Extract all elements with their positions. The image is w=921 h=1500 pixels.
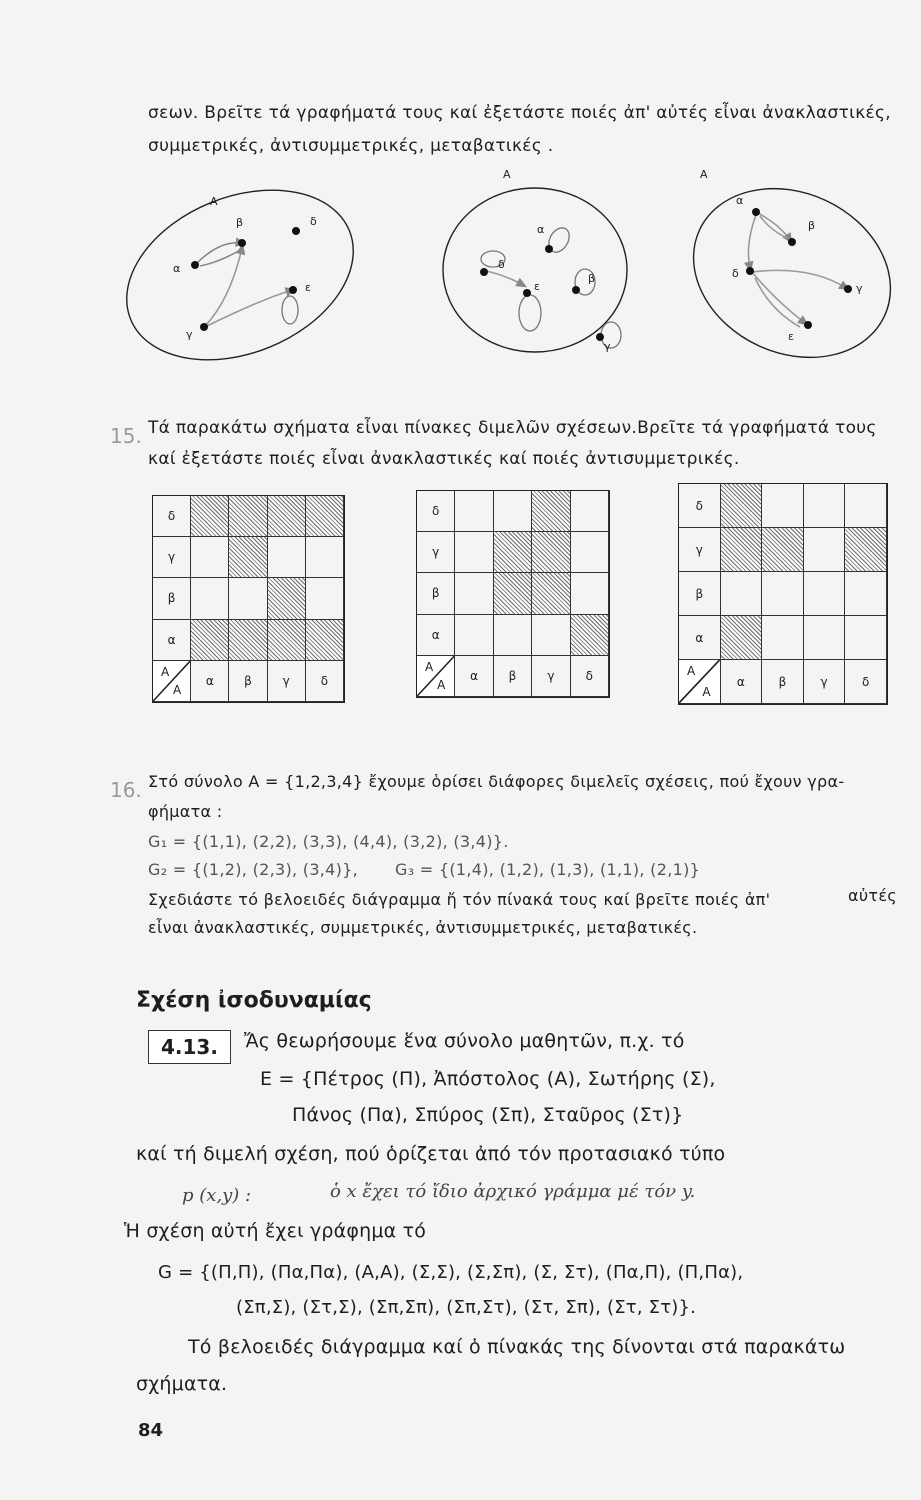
corner-bottom-label: A bbox=[702, 685, 711, 699]
arrow-alpha-beta bbox=[758, 213, 790, 240]
row-label: β bbox=[153, 578, 191, 619]
ex14-line2: συμμετρικές, ἀντισυμμετρικές, μεταβατικές . bbox=[148, 136, 554, 156]
table-cell bbox=[571, 573, 609, 614]
set-ellipse-3 bbox=[666, 157, 919, 388]
ex14-line1: σεων. Βρεῖτε τά γραφήματά τους καί ἐξετάστε ποιές ἀπ' αὐτές εἶναι ἀνακλαστικές, bbox=[148, 103, 891, 123]
diag3-label-gamma: γ bbox=[856, 282, 863, 295]
column-label: α bbox=[191, 661, 229, 702]
graph-line2: (Σπ,Σ), (Στ,Σ), (Σπ,Σπ), (Σπ,Στ), (Στ, Σπ), (Στ, Στ)}. bbox=[236, 1297, 697, 1318]
diag3-label-delta: δ bbox=[732, 267, 739, 280]
relation-table-1 bbox=[152, 495, 345, 703]
p413-line1: Ἄς θεωρήσουμε ἕνα σύνολο μαθητῶν, π.χ. τό bbox=[244, 1030, 685, 1052]
point-alpha bbox=[191, 261, 199, 269]
table-cell bbox=[721, 572, 763, 616]
arrow-delta-epsilon bbox=[486, 271, 523, 285]
diagram-1 bbox=[101, 158, 378, 391]
set-label-1: A bbox=[210, 195, 218, 208]
point-epsilon bbox=[523, 289, 531, 297]
table-cell bbox=[845, 572, 887, 616]
point-gamma bbox=[200, 323, 208, 331]
table-cell-shaded bbox=[532, 532, 570, 573]
column-label: α bbox=[455, 656, 493, 697]
table-corner bbox=[679, 660, 721, 704]
corner-bottom-label: A bbox=[172, 683, 182, 697]
table-cell bbox=[455, 491, 493, 532]
set-label-3: A bbox=[700, 168, 708, 181]
table-cell-shaded bbox=[306, 620, 344, 661]
table-cell bbox=[532, 615, 570, 656]
table-corner bbox=[417, 656, 455, 697]
table-cell bbox=[571, 532, 609, 573]
ex16-line1: Στό σύνολο A = {1,2,3,4} ἔχουμε ὁρίσει διάφορες διμελεῖς σχέσεις, πού ἔχουν γρα- bbox=[148, 772, 845, 791]
p413-line4: καί τή διμελή σχέση, πού ὁρίζεται ἀπό τόν προτασιακό τύπο bbox=[136, 1143, 726, 1165]
ex15-line2: καί ἐξετάστε ποιές εἶναι ἀνακλαστικές καί ποιές ἀντισυμμετρικές. bbox=[148, 449, 740, 469]
diagram-2 bbox=[443, 168, 627, 353]
row-label: β bbox=[679, 572, 721, 616]
table-cell-shaded bbox=[532, 491, 570, 532]
table-cell bbox=[762, 572, 804, 616]
ex16-line3: Σχεδιάστε τό βελοειδές διάγραμμα ἤ τόν πίνακά τους καί βρεῖτε ποιές ἀπ' bbox=[148, 890, 771, 909]
point-beta bbox=[572, 286, 580, 294]
table-cell bbox=[571, 491, 609, 532]
point-delta bbox=[292, 227, 300, 235]
p413-line2: E = {Πέτρος (Π), Ἀπόστολος (A), Σωτήρης (Σ), bbox=[260, 1068, 716, 1090]
loop-epsilon-2 bbox=[519, 295, 541, 331]
diagram-3 bbox=[666, 157, 919, 388]
table-corner bbox=[153, 661, 191, 702]
point-alpha bbox=[545, 245, 553, 253]
column-label: γ bbox=[804, 660, 846, 704]
arrow-gamma-beta bbox=[205, 248, 242, 326]
diag3-label-alpha: α bbox=[736, 194, 744, 207]
table-cell-shaded bbox=[494, 573, 532, 614]
corner-top-label: A bbox=[425, 659, 434, 674]
table-cell-shaded bbox=[268, 620, 306, 661]
table-cell bbox=[804, 616, 846, 660]
diag2-label-alpha: α bbox=[537, 223, 545, 236]
point-delta bbox=[480, 268, 488, 276]
formula-right: ὁ x ἔχει τό ἴδιο ἀρχικό γράμμα μέ τόν y. bbox=[330, 1181, 696, 1202]
page-number: 84 bbox=[138, 1420, 164, 1441]
row-label: α bbox=[153, 620, 191, 661]
corner-bottom-label: A bbox=[437, 678, 446, 692]
table-cell bbox=[804, 484, 846, 528]
column-label: β bbox=[494, 656, 532, 697]
ex16-g3: G₃ = {(1,4), (1,2), (1,3), (1,1), (2,1)} bbox=[395, 860, 701, 879]
table-cell bbox=[762, 484, 804, 528]
ex15-number: 15. bbox=[110, 424, 142, 448]
arrow-delta-gamma bbox=[752, 270, 846, 288]
table-cell bbox=[804, 572, 846, 616]
column-label: α bbox=[721, 660, 763, 704]
table-cell bbox=[191, 537, 229, 578]
row-label: γ bbox=[679, 528, 721, 572]
arrow-beta-alpha bbox=[200, 250, 240, 266]
table-cell-shaded bbox=[268, 496, 306, 537]
table-cell bbox=[191, 578, 229, 619]
column-label: δ bbox=[571, 656, 609, 697]
p413-line6: Τό βελοειδές διάγραμμα καί ὁ πίνακάς της δίνονται στά παρακάτω bbox=[188, 1336, 846, 1358]
row-label: δ bbox=[153, 496, 191, 537]
diag3-label-beta: β bbox=[808, 219, 816, 232]
table-cell-shaded bbox=[845, 528, 887, 572]
row-label: α bbox=[417, 615, 455, 656]
point-gamma bbox=[844, 285, 852, 293]
ex16-g1: G₁ = {(1,1), (2,2), (3,3), (4,4), (3,2), (3,4)}. bbox=[148, 832, 509, 851]
row-label: δ bbox=[679, 484, 721, 528]
set-ellipse-2 bbox=[443, 188, 627, 352]
ex16-number: 16. bbox=[110, 778, 142, 802]
table-cell-shaded bbox=[721, 616, 763, 660]
table-cell bbox=[455, 573, 493, 614]
table-cell-shaded bbox=[721, 528, 763, 572]
ex16-g2: G₂ = {(1,2), (2,3), (3,4)}, bbox=[148, 860, 359, 879]
table-cell-shaded bbox=[229, 620, 267, 661]
loop-epsilon bbox=[282, 296, 298, 324]
table-cell-shaded bbox=[191, 496, 229, 537]
point-beta bbox=[788, 238, 796, 246]
diag1-label-epsilon: ε bbox=[305, 281, 311, 294]
formula-left: p (x,y) : bbox=[182, 1185, 252, 1206]
ex16-line2: φήματα : bbox=[148, 802, 223, 821]
table-cell bbox=[268, 537, 306, 578]
p413-line3: Πάνος (Πα), Σπύρος (Σπ), Σταῦρος (Στ)} bbox=[292, 1104, 684, 1126]
row-label: γ bbox=[153, 537, 191, 578]
table-cell-shaded bbox=[721, 484, 763, 528]
table-cell-shaded bbox=[306, 496, 344, 537]
point-epsilon bbox=[804, 321, 812, 329]
corner-top-label: A bbox=[687, 664, 696, 678]
diag2-label-epsilon: ε bbox=[534, 280, 540, 293]
diag2-label-beta: β bbox=[588, 272, 596, 285]
table-cell bbox=[804, 528, 846, 572]
relation-diagrams bbox=[0, 0, 921, 400]
table-cell bbox=[229, 578, 267, 619]
table-cell bbox=[494, 615, 532, 656]
graph-line1: G = {(Π,Π), (Πα,Πα), (A,A), (Σ,Σ), (Σ,Σπ), (Σ, Στ), (Πα,Π), (Π,Πα), bbox=[158, 1262, 744, 1283]
point-delta bbox=[746, 267, 754, 275]
arrow-alpha-delta bbox=[748, 215, 756, 268]
section-heading: Σχέση ἰσοδυναμίας bbox=[136, 988, 372, 1013]
table-cell bbox=[306, 537, 344, 578]
set-label-2: A bbox=[503, 168, 511, 181]
table-cell bbox=[494, 491, 532, 532]
diag1-label-delta: δ bbox=[310, 215, 317, 228]
column-label: δ bbox=[845, 660, 887, 704]
diag2-label-gamma: γ bbox=[604, 340, 611, 353]
point-beta bbox=[238, 239, 246, 247]
table-cell-shaded bbox=[229, 496, 267, 537]
arrow-beta-alpha bbox=[760, 216, 787, 238]
table-cell bbox=[455, 532, 493, 573]
table-cell-shaded bbox=[191, 620, 229, 661]
table-cell-shaded bbox=[762, 528, 804, 572]
row-label: α bbox=[679, 616, 721, 660]
column-label: γ bbox=[268, 661, 306, 702]
column-label: β bbox=[229, 661, 267, 702]
set-ellipse-1 bbox=[101, 158, 378, 391]
ex16-line3b: αὐτές bbox=[848, 886, 897, 905]
point-epsilon bbox=[289, 286, 297, 294]
table-cell bbox=[455, 615, 493, 656]
arrow-epsilon-delta bbox=[755, 278, 800, 327]
diag1-label-beta: β bbox=[236, 216, 244, 229]
table-cell-shaded bbox=[494, 532, 532, 573]
point-gamma bbox=[596, 333, 604, 341]
row-label: δ bbox=[417, 491, 455, 532]
table-cell bbox=[845, 616, 887, 660]
table-cell-shaded bbox=[268, 578, 306, 619]
ex16-line4: εἶναι ἀνακλαστικές, συμμετρικές, ἀντισυμμετρικές, μεταβατικές. bbox=[148, 918, 698, 937]
table-cell-shaded bbox=[229, 537, 267, 578]
relation-table-2 bbox=[416, 490, 610, 698]
diag1-label-alpha: α bbox=[173, 262, 181, 275]
table-cell-shaded bbox=[532, 573, 570, 614]
p413-line7: σχήματα. bbox=[136, 1373, 228, 1395]
diag1-label-gamma: γ bbox=[186, 328, 193, 341]
table-cell bbox=[845, 484, 887, 528]
diag3-label-epsilon: ε bbox=[788, 330, 794, 343]
row-label: β bbox=[417, 573, 455, 614]
table-cell-shaded bbox=[571, 615, 609, 656]
relation-table-3 bbox=[678, 483, 888, 705]
paragraph-number: 4.13. bbox=[148, 1030, 231, 1064]
arrow-delta-epsilon bbox=[752, 272, 805, 323]
table-cell bbox=[306, 578, 344, 619]
column-label: δ bbox=[306, 661, 344, 702]
row-label: γ bbox=[417, 532, 455, 573]
p413-line5: Ἡ σχέση αὐτή ἔχει γράφημα τό bbox=[124, 1220, 427, 1242]
column-label: β bbox=[762, 660, 804, 704]
corner-top-label: A bbox=[161, 664, 170, 679]
ex15-line1: Τά παρακάτω σχήματα εἶναι πίνακες διμελῶν σχέσεων.Βρεῖτε τά γραφήματά τους bbox=[148, 418, 877, 438]
point-alpha bbox=[752, 208, 760, 216]
column-label: γ bbox=[532, 656, 570, 697]
table-cell bbox=[762, 616, 804, 660]
diag2-label-delta: δ bbox=[498, 258, 505, 271]
